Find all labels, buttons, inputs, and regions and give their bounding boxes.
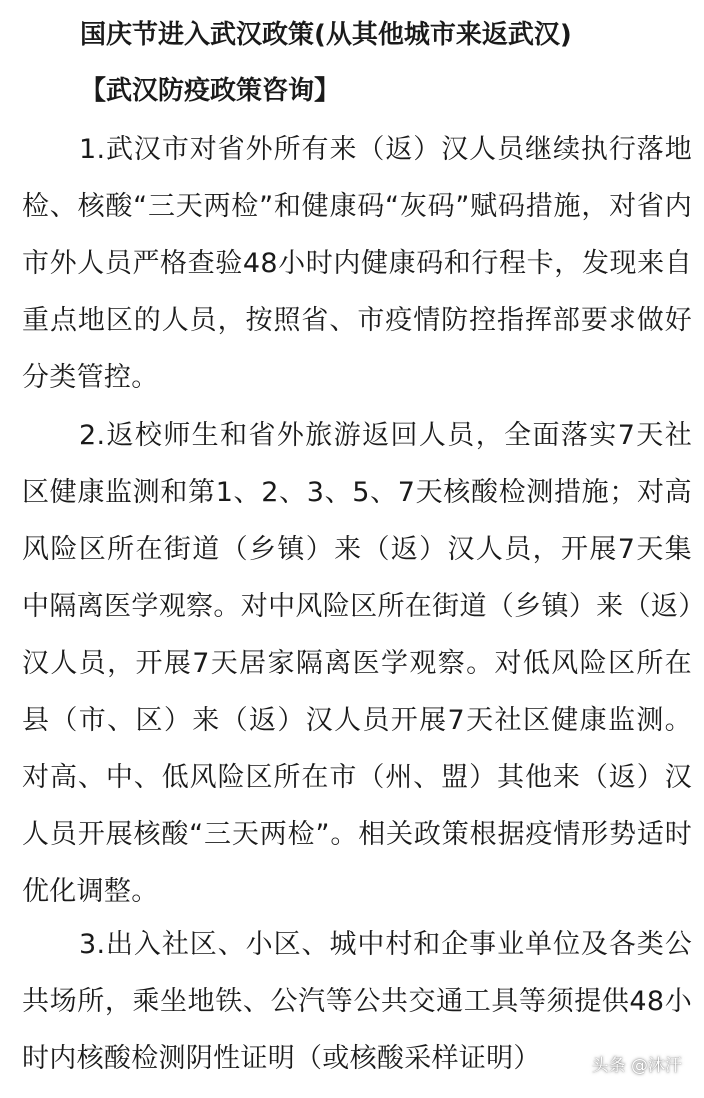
paragraph-2: 2.返校师生和省外旅游返回人员，全面落实7天社区健康监测和第1、2、3、5、7天核酸检测措施；对高风险区所在街道（乡镇）来（返）汉人员，开展7天集中隔离医学观察。对中风险区所在街道（乡镇）来（返）汉人员，开展7天居家隔离医学观察。对低风险区所在县（市、区）来（返）汉人员开展7天社区健康监测。对高、中、低风险区所在市（州、盟）其他来（返）汉人员开展核酸“三天两检”。相关政策根据疫情形势适时优化调整。 [22, 420, 692, 907]
document-title: 国庆节进入武汉政策(从其他城市来返武汉) [80, 20, 572, 50]
document-subtitle: 【武汉防疫政策咨询】 [80, 76, 341, 106]
paragraph-1: 1.武汉市对省外所有来（返）汉人员继续执行落地检、核酸“三天两检”和健康码“灰码”赋码措施，对省内市外人员严格查验48小时内健康码和行程卡，发现来自重点地区的人员，按照省、市疫情防控指挥部要求做好分类管控。 [22, 134, 692, 393]
paragraph-3: 3.出入社区、小区、城中村和企事业单位及各类公共场所，乘坐地铁、公汽等公共交通工具等须提供48小时内核酸检测阴性证明（或核酸采样证明） [22, 929, 692, 1074]
watermark: 头条 @沐汗 [591, 1056, 682, 1076]
